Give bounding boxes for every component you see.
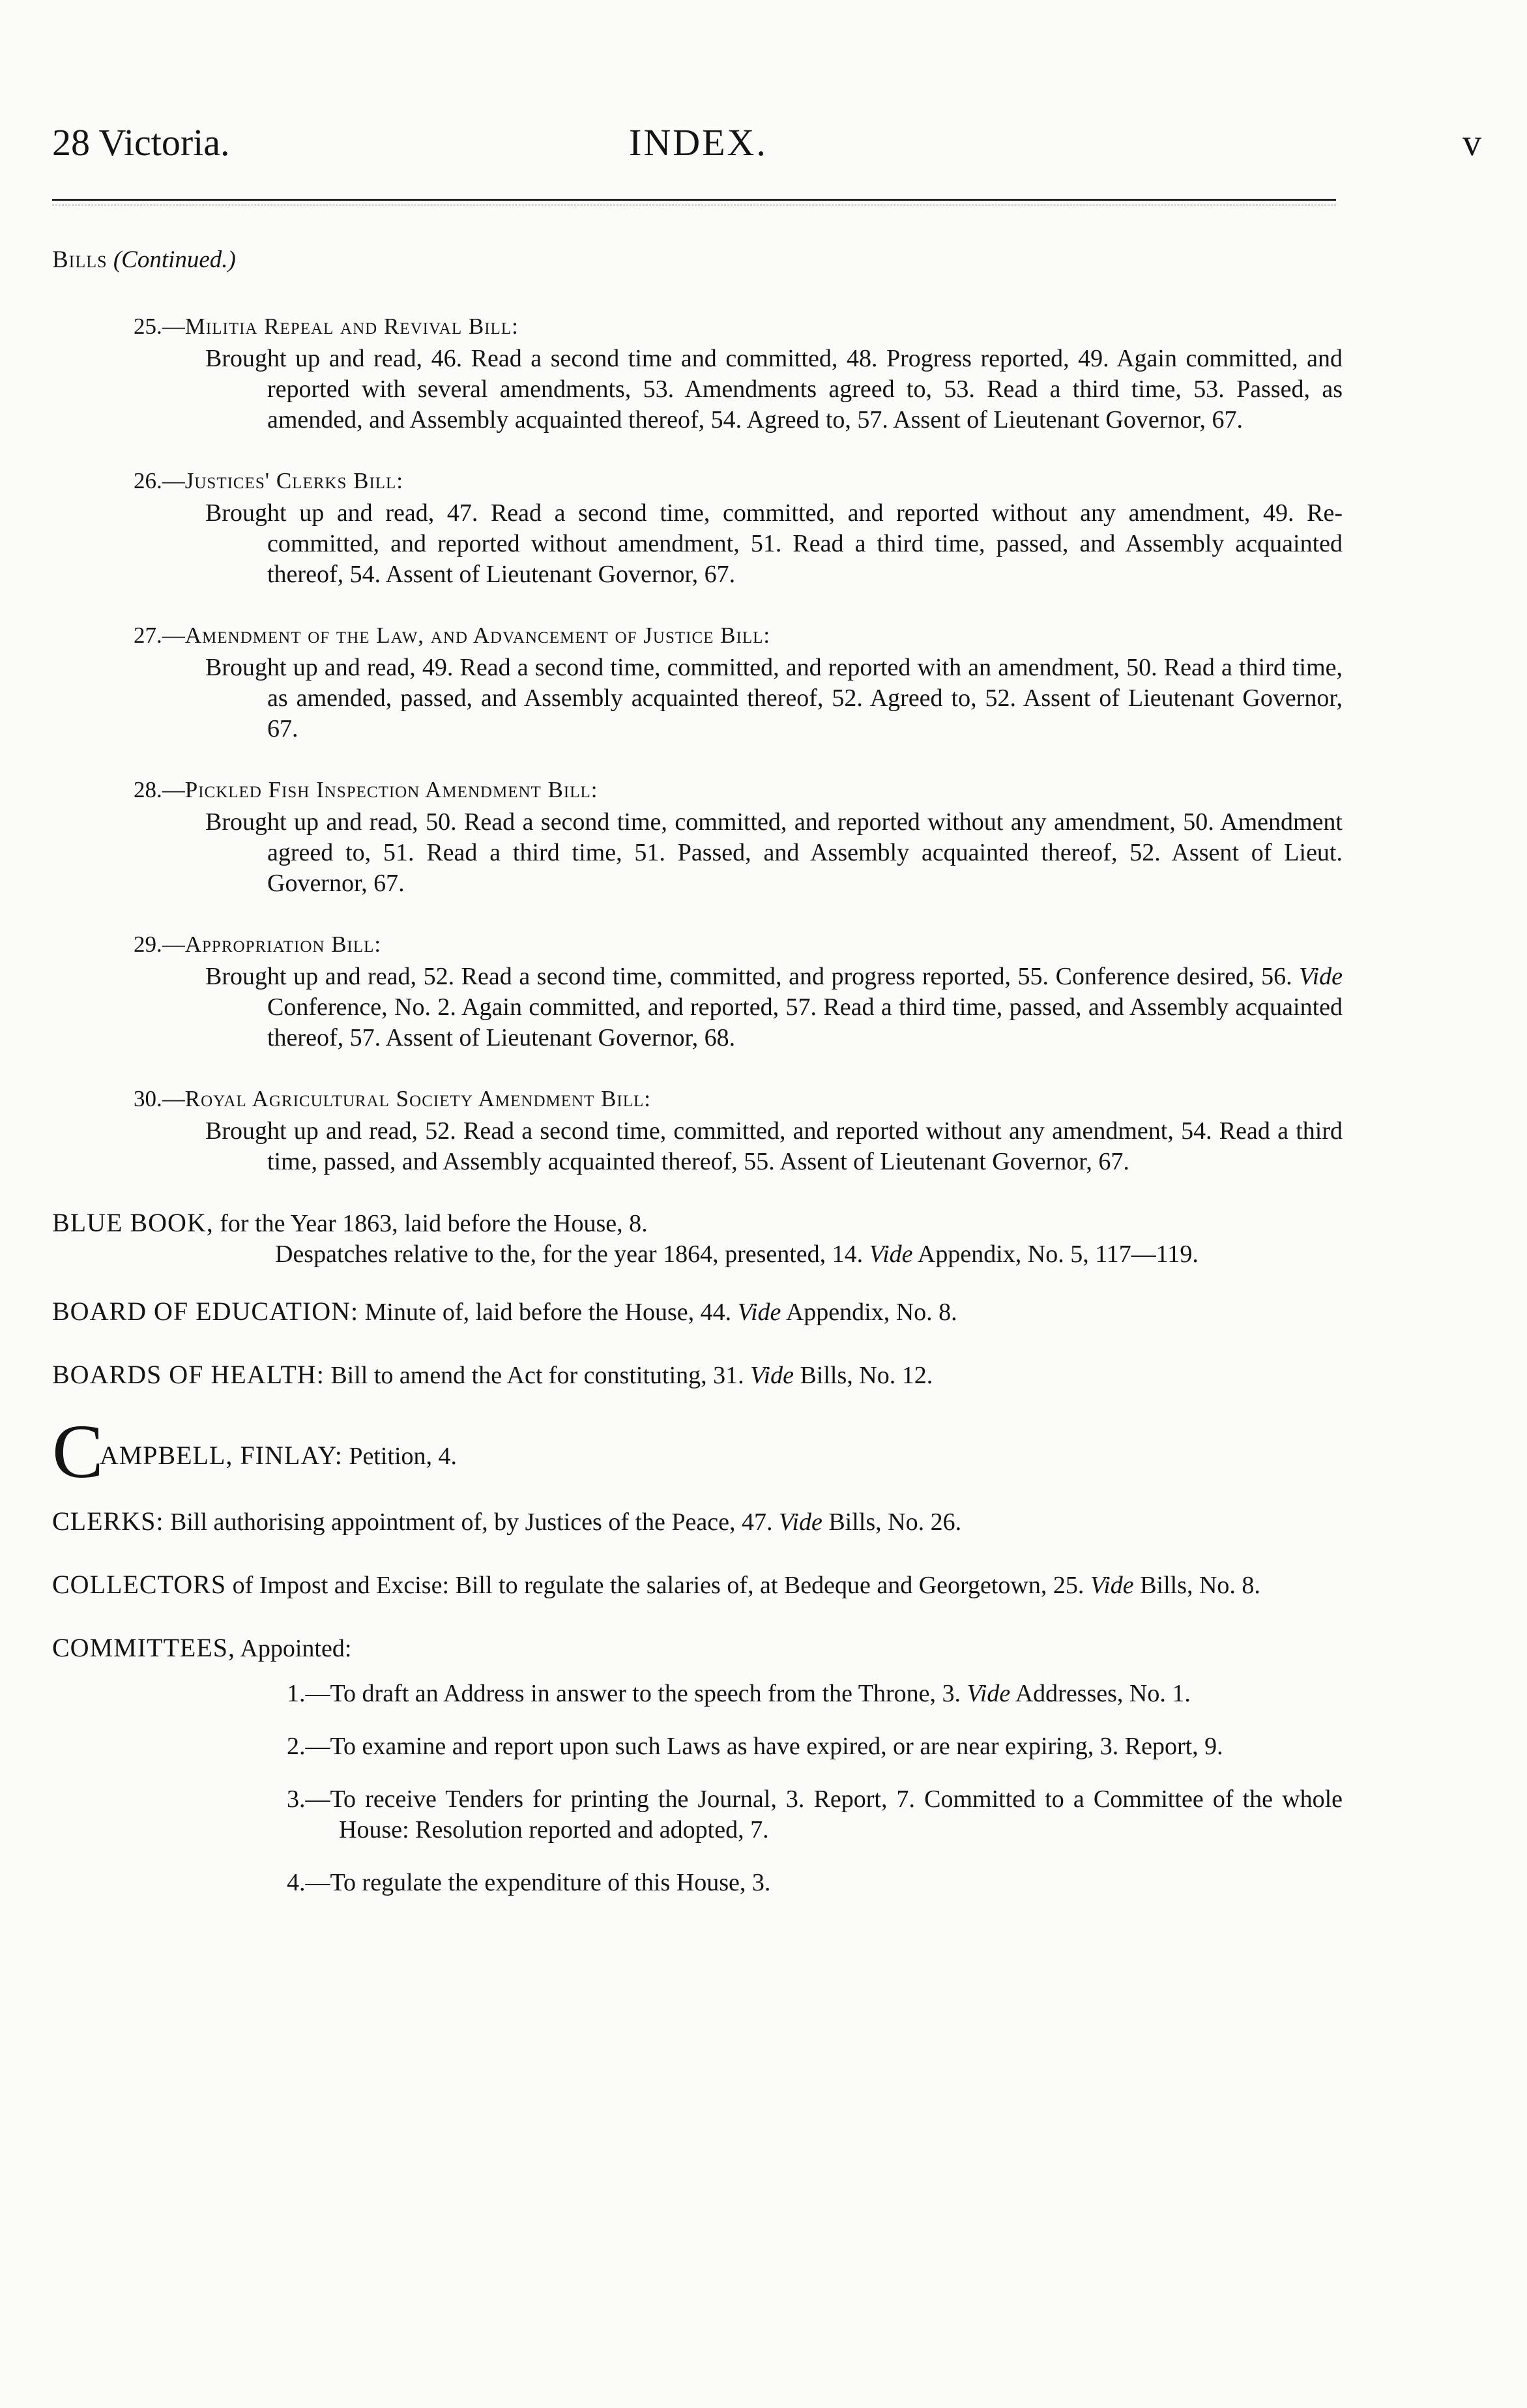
bill-entry-29 <box>52 929 1343 1053</box>
entry-heading: BOARD OF EDUCATION: <box>52 1297 359 1326</box>
bill-body: Brought up and read, 52. Read a second time, committed, and reported without any amendment, 54. Read a third time, passed, and Assembly acquainted thereof, 55. Assent of Lieutenant Governor, 67. <box>205 1117 1343 1175</box>
vide-reference: Vide <box>1299 963 1343 990</box>
bill-name: Appropriation Bill: <box>184 932 382 957</box>
committee-text: To receive Tenders for printing the Journal, 3. Report, 7. Committed to a Committee of the whole House: Resolution reported and adopted, 7. <box>330 1785 1343 1843</box>
bill-entry-30 <box>52 1083 1343 1177</box>
bill-body: Brought up and read, 46. Read a second time and committed, 48. Progress reported, 49. Again committed, and reported with several amendments, 53. Amendments agreed to, 53. Read a third time, 53. Passed, as amended, and Assembly acquainted thereof, 54. Agreed to, 57. Assent of Lieutenant Governor, 67. <box>205 345 1343 433</box>
bill-title: 25.—Militia Repeal and Revival Bill: <box>134 314 519 339</box>
entry-text: Appointed: <box>240 1635 352 1662</box>
bill-number: 30. <box>134 1086 162 1111</box>
bill-name: Justices' Clerks Bill: <box>184 468 404 493</box>
index-content <box>52 244 1343 1920</box>
entry-blue-book <box>52 1207 1343 1270</box>
page-header <box>52 114 1481 186</box>
entry-text: Minute of, laid before the House, 44. <box>364 1299 732 1326</box>
entry-ref: Appendix, No. 8. <box>785 1299 957 1326</box>
committee-item-3: 3.—To receive Tenders for printing the Journal, 3. Report, 7. Committed to a Committee of the whole House: Resolution reported and adopted, 7. <box>287 1785 1343 1843</box>
bill-body: Brought up and read, 47. Read a second time, committed, and reported without any amendment, 49. Re-committed, and reported without amendment, 51. Read a third time, passed, and Assembly acquainted thereof, 54. Assent of Lieutenant Governor, 67. <box>205 499 1343 588</box>
committee-text: To regulate the expenditure of this House, 3. <box>330 1869 771 1896</box>
committee-text: To draft an Address in answer to the speech from the Throne, 3. <box>330 1680 961 1707</box>
entry-text: Bill to amend the Act for constituting, 31. <box>330 1362 744 1389</box>
header-title: INDEX. <box>629 121 768 164</box>
entry-clerks <box>52 1506 1343 1538</box>
committee-ref: Addresses, No. 1. <box>1015 1680 1191 1707</box>
section-label: Bills <box>52 246 108 273</box>
committee-number: 3. <box>287 1785 306 1813</box>
vide-reference: Vide <box>1090 1572 1134 1599</box>
entry-committees <box>52 1632 1343 1664</box>
committee-number: 1. <box>287 1680 306 1707</box>
bill-name: Pickled Fish Inspection Amendment Bill: <box>184 777 598 802</box>
entry-board-of-education <box>52 1296 1343 1328</box>
entry-text: Petition, 4. <box>349 1443 458 1470</box>
entry-heading: COLLECTORS <box>52 1570 227 1599</box>
bill-entry-26 <box>52 465 1343 590</box>
bill-name: Militia Repeal and Revival Bill: <box>184 314 519 339</box>
entry-subline <box>275 1239 1343 1270</box>
bill-title: 30.—Royal Agricultural Society Amendment Bill: <box>134 1086 652 1111</box>
entry-text: Bill authorising appointment of, by Justices of the Peace, 47. <box>169 1508 773 1536</box>
entry-boards-of-health <box>52 1359 1343 1391</box>
drop-cap: C <box>52 1409 104 1494</box>
bill-body: Brought up and read, 50. Read a second time, committed, and reported without any amendment, 50. Amendment agreed to, 51. Read a third time, 51. Passed, and Assembly acquainted thereof, 52. Assent of Lieut. Governor, 67. <box>205 808 1343 897</box>
entry-ref: Bills, No. 26. <box>828 1508 962 1536</box>
bill-number: 29. <box>134 932 162 957</box>
bill-title: 26.—Justices' Clerks Bill: <box>134 468 404 493</box>
bill-name: Amendment of the Law, and Advancement of Justice Bill: <box>184 623 771 648</box>
bill-title: 27.—Amendment of the Law, and Advancement of Justice Bill: <box>134 623 771 648</box>
committee-number: 4. <box>287 1869 306 1896</box>
bill-body <box>205 962 1343 1053</box>
entry-heading: AMPBELL, FINLAY: <box>99 1441 343 1470</box>
bill-number: 26. <box>134 468 162 493</box>
entry-ref: Bills, No. 12. <box>800 1362 933 1389</box>
committee-item-1: 1.—To draft an Address in answer to the speech from the Throne, 3. Vide Addresses, No. 1. <box>287 1680 1191 1707</box>
bill-number: 28. <box>134 777 162 802</box>
section-continued: (Continued.) <box>113 246 236 273</box>
entry-text: of Impost and Excise: Bill to regulate the salaries of, at Bedeque and Georgetown, 25. <box>232 1572 1084 1599</box>
bill-entry-27 <box>52 620 1343 744</box>
header-rule <box>52 199 1336 205</box>
bill-body: Brought up and read, 49. Read a second time, committed, and reported with an amendment, 50. Read a third time, as amended, passed, and Assembly acquainted thereof, 52. Agreed to, 52. Assent of Lieutenant Governor, 67. <box>205 654 1343 742</box>
bill-title: 29.—Appropriation Bill: <box>134 932 382 957</box>
vide-reference: Vide <box>869 1241 913 1268</box>
entry-text: Despatches relative to the, for the year 1864, presented, 14. <box>275 1241 864 1268</box>
committee-item-4: 4.—To regulate the expenditure of this House, 3. <box>287 1869 771 1896</box>
bill-body-part: Conference, No. 2. Again committed, and reported, 57. Read a third time, passed, and Assembly acquainted thereof, 57. Assent of Lieutenant Governor, 68. <box>267 993 1343 1051</box>
entry-campbell-finlay <box>52 1409 1343 1494</box>
entry-ref: Bills, No. 8. <box>1140 1572 1260 1599</box>
bill-title: 28.—Pickled Fish Inspection Amendment Bill: <box>134 777 598 802</box>
header-page-number: v <box>1462 121 1481 164</box>
bill-number: 25. <box>134 314 162 339</box>
section-heading-bills <box>52 244 1343 275</box>
committee-text: To examine and report upon such Laws as have expired, or are near expiring, 3. Report, 9. <box>330 1733 1223 1760</box>
committee-item-2: 2.—To examine and report upon such Laws as have expired, or are near expiring, 3. Report, 9. <box>287 1733 1223 1760</box>
entry-heading: COMMITTEES, <box>52 1633 235 1662</box>
bill-entry-25 <box>52 311 1343 435</box>
entry-heading: BOARDS OF HEALTH: <box>52 1360 325 1389</box>
entry-collectors <box>52 1569 1343 1601</box>
vide-reference: Vide <box>737 1299 781 1326</box>
committee-number: 2. <box>287 1733 306 1760</box>
header-session: 28 Victoria. <box>52 121 230 164</box>
bill-body-part: Brought up and read, 52. Read a second time, committed, and progress reported, 55. Conference desired, 56. <box>205 963 1292 990</box>
vide-reference: Vide <box>967 1680 1011 1707</box>
vide-reference: Vide <box>779 1508 822 1536</box>
bill-name: Royal Agricultural Society Amendment Bill: <box>184 1086 652 1111</box>
vide-reference: Vide <box>750 1362 794 1389</box>
bill-number: 27. <box>134 623 162 648</box>
entry-ref: Appendix, No. 5, 117—119. <box>917 1241 1199 1268</box>
bill-entry-28 <box>52 774 1343 899</box>
entry-text: for the Year 1863, laid before the House, 8. <box>220 1210 648 1237</box>
entry-heading: CLERKS: <box>52 1506 164 1536</box>
entry-heading: BLUE BOOK, <box>52 1208 214 1237</box>
